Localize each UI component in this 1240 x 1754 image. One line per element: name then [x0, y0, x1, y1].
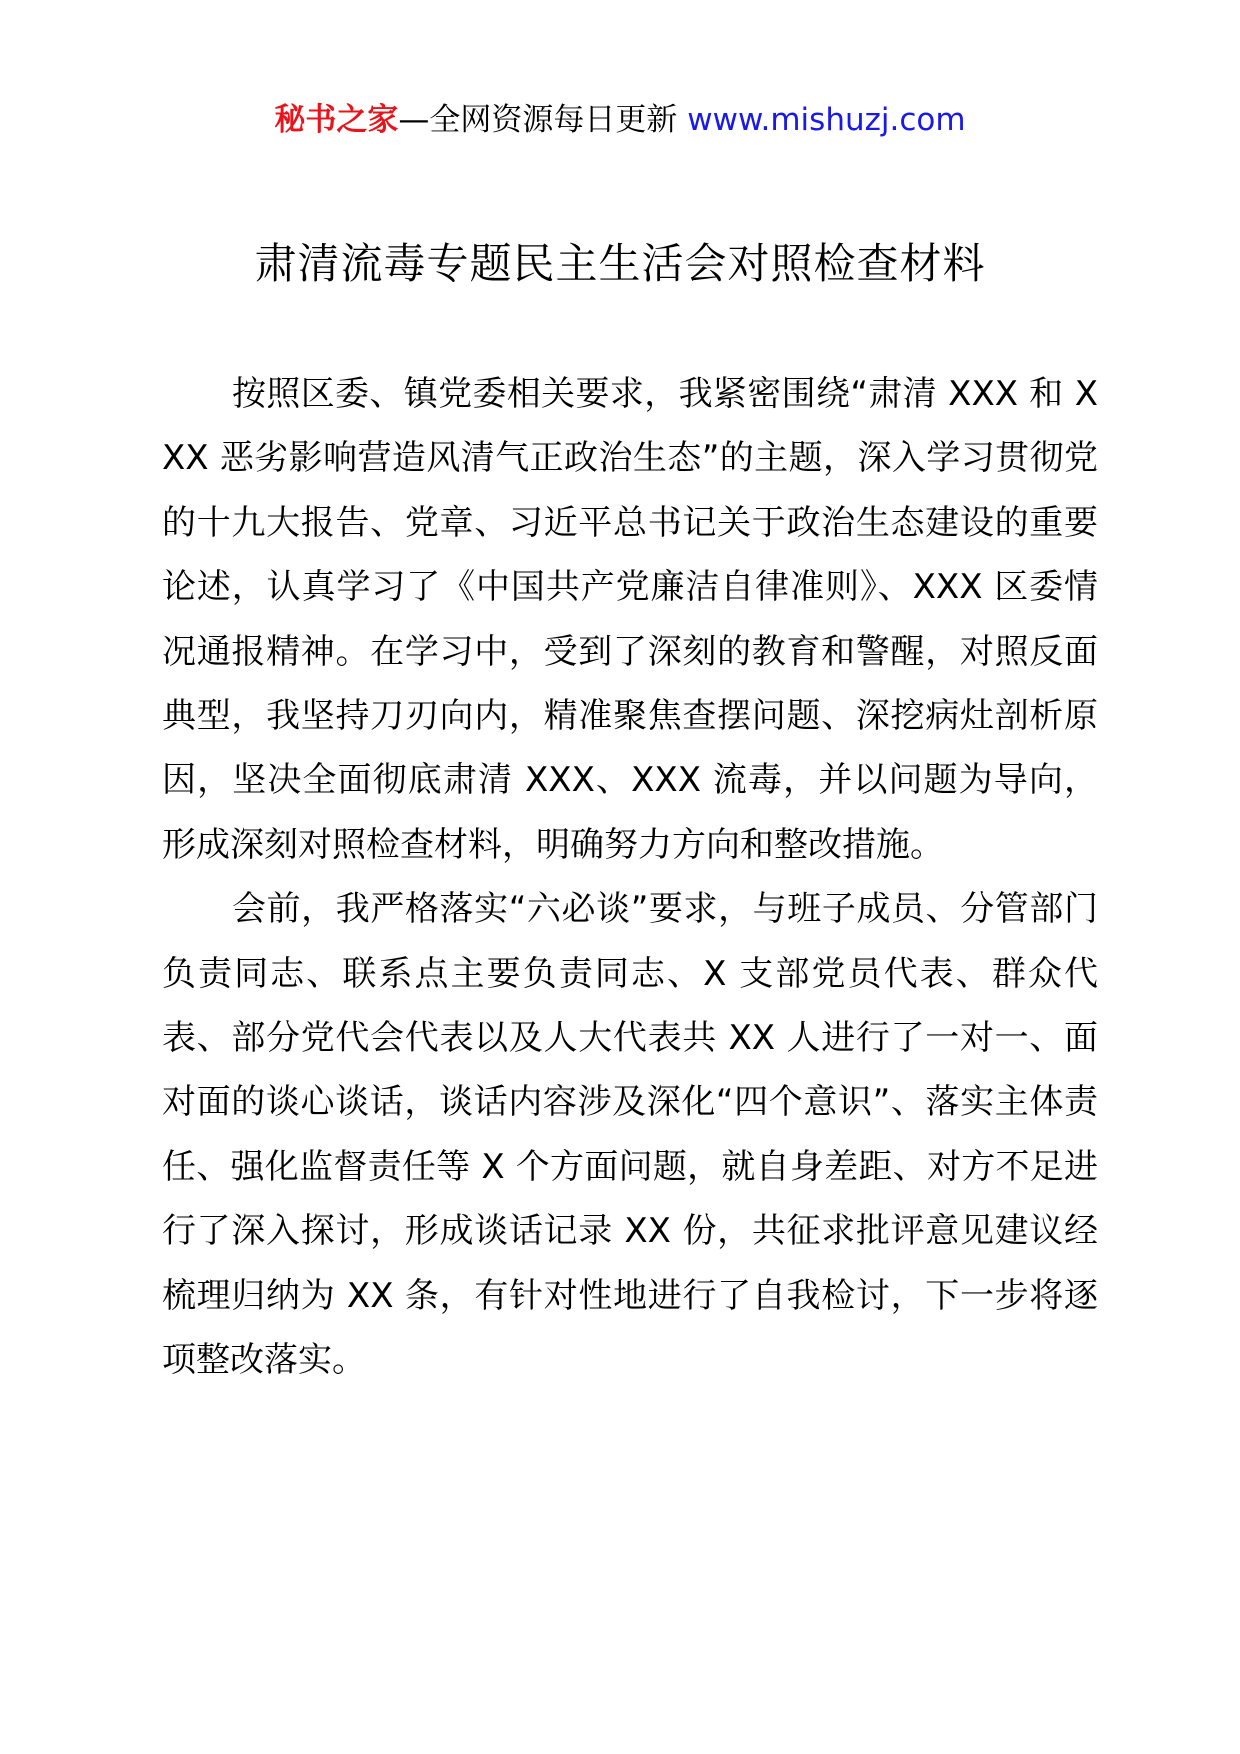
site-url-link[interactable]: www.mishuzj.com — [687, 102, 966, 138]
header-slogan: —全网资源每日更新 — [398, 102, 678, 138]
document-title: 肃清流毒专题民主生活会对照检查材料 — [254, 239, 986, 288]
paragraph-2: 会前，我严格落实“六必谈”要求，与班子成员、分管部门负责同志、联系点主要负责同志、X 支部党员代表、群众代表、部分党代会代表以及人大代表共 XX 人进行了一对一、面对面的谈心谈话，谈话内容涉及深化“四个意识”、落实主体责任、强化监督责任等 X 个方面问题，就自身差距、对方不足进行了深入探讨，形成谈话记录 XX 份，共征求批评意见建议经梳理归纳为 XX 条，有针对性地进行了自我检讨，下一步将逐项整改落实。 — [162, 889, 1098, 1381]
document-body — [162, 362, 1098, 1393]
site-header — [0, 98, 1240, 142]
brand-name: 秘书之家 — [274, 102, 399, 138]
paragraph-1: 按照区委、镇党委相关要求，我紧密围绕“肃清 XXX 和 XXX 恶劣影响营造风清气正政治生态”的主题，深入学习贯彻党的十九大报告、党章、习近平总书记关于政治生态建设的重要论述，认真学习了《中国共产党廉洁自律准则》、XXX 区委情况通报精神。在学习中，受到了深刻的教育和警醒，对照反面典型，我坚持刀刃向内，精准聚焦查摆问题、深挖病灶剖析原因，坚决全面彻底肃清 XXX、XXX 流毒，并以问题为导向，形成深刻对照检查材料，明确努力方向和整改措施。 — [162, 374, 1098, 865]
